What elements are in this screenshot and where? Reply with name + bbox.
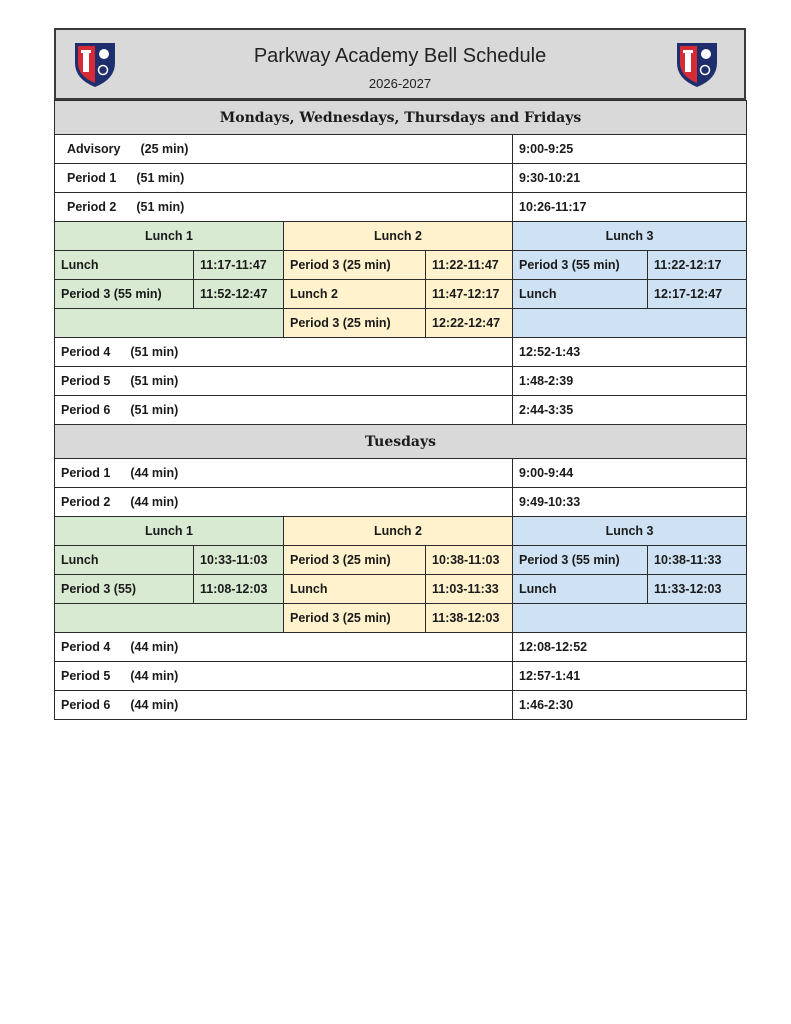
period-duration: (51 min) <box>136 200 185 214</box>
bell-schedule-sheet <box>54 28 746 720</box>
period-name: Period 5 <box>61 374 111 388</box>
period-time: 9:00-9:44 <box>513 459 747 488</box>
schedule-row <box>55 662 747 691</box>
period-name: Period 2 <box>61 495 111 509</box>
period-time: 12:57-1:41 <box>513 662 747 691</box>
period-time: 9:30-10:21 <box>513 164 747 193</box>
period-name: Period 1 <box>61 466 111 480</box>
lunch-time: 10:38-11:03 <box>426 546 513 575</box>
period-duration: (51 min) <box>130 403 179 417</box>
lunch-2-header: Lunch 2 <box>284 222 513 251</box>
lunch-row <box>55 546 747 575</box>
period-name: Period 4 <box>61 345 111 359</box>
period-name: Period 5 <box>61 669 111 683</box>
schedule-row <box>55 193 747 222</box>
lunch-cell: Lunch <box>513 575 648 604</box>
period-name: Period 1 <box>67 171 117 185</box>
lunch-time: 11:08-12:03 <box>194 575 284 604</box>
period-time: 10:26-11:17 <box>513 193 747 222</box>
lunch-empty-cell <box>513 309 747 338</box>
schedule-row <box>55 396 747 425</box>
period-name: Period 4 <box>61 640 111 654</box>
lunch-cell: Period 3 (25 min) <box>284 546 426 575</box>
lunch-cell: Period 3 (55) <box>55 575 194 604</box>
lunch-header-row <box>55 517 747 546</box>
period-duration: (44 min) <box>130 495 179 509</box>
schedule-row <box>55 488 747 517</box>
lunch-time: 10:38-11:33 <box>648 546 747 575</box>
lunch-cell: Lunch <box>55 546 194 575</box>
lunch-cell: Period 3 (25 min) <box>284 309 426 338</box>
section-heading-mwthf: Mondays, Wednesdays, Thursdays and Fridays <box>55 101 747 135</box>
lunch-row <box>55 251 747 280</box>
schedule-row <box>55 135 747 164</box>
period-duration: (51 min) <box>130 345 179 359</box>
period-time: 2:44-3:35 <box>513 396 747 425</box>
lunch-1-header: Lunch 1 <box>55 222 284 251</box>
lunch-row <box>55 604 747 633</box>
schedule-row <box>55 459 747 488</box>
lunch-time: 11:52-12:47 <box>194 280 284 309</box>
lunch-3-header: Lunch 3 <box>513 517 747 546</box>
period-name: Period 6 <box>61 698 111 712</box>
lunch-empty-cell <box>55 309 284 338</box>
lunch-row <box>55 575 747 604</box>
section-heading-row <box>55 425 747 459</box>
lunch-time: 11:22-11:47 <box>426 251 513 280</box>
lunch-cell: Lunch 2 <box>284 280 426 309</box>
period-time: 12:52-1:43 <box>513 338 747 367</box>
school-year: 2026-2027 <box>368 76 432 91</box>
lunch-time: 10:33-11:03 <box>194 546 284 575</box>
lunch-empty-cell <box>513 604 747 633</box>
lunch-cell: Lunch <box>513 280 648 309</box>
schedule-header <box>54 28 746 100</box>
period-time: 9:49-10:33 <box>513 488 747 517</box>
lunch-3-header: Lunch 3 <box>513 222 747 251</box>
period-duration: (44 min) <box>130 466 179 480</box>
lunch-cell: Period 3 (55 min) <box>55 280 194 309</box>
lunch-time: 11:38-12:03 <box>426 604 513 633</box>
period-duration: (51 min) <box>130 374 179 388</box>
period-duration: (25 min) <box>140 142 189 156</box>
lunch-time: 12:17-12:47 <box>648 280 747 309</box>
lunch-time: 11:03-11:33 <box>426 575 513 604</box>
period-time: 12:08-12:52 <box>513 633 747 662</box>
page-title: Parkway Academy Bell Schedule <box>253 45 547 67</box>
lunch-cell: Lunch <box>55 251 194 280</box>
schedule-row <box>55 367 747 396</box>
period-name: Period 6 <box>61 403 111 417</box>
lunch-1-header: Lunch 1 <box>55 517 284 546</box>
schedule-row <box>55 633 747 662</box>
period-time: 9:00-9:25 <box>513 135 747 164</box>
lunch-time: 11:17-11:47 <box>194 251 284 280</box>
period-time: 1:48-2:39 <box>513 367 747 396</box>
lunch-header-row <box>55 222 747 251</box>
lunch-row <box>55 309 747 338</box>
school-crest-icon <box>674 39 720 89</box>
lunch-cell: Period 3 (25 min) <box>284 251 426 280</box>
lunch-2-header: Lunch 2 <box>284 517 513 546</box>
lunch-cell: Period 3 (55 min) <box>513 546 648 575</box>
period-duration: (44 min) <box>130 698 179 712</box>
section-heading-row <box>55 101 747 135</box>
schedule-table <box>54 100 747 720</box>
period-duration: (44 min) <box>130 640 179 654</box>
lunch-time: 12:22-12:47 <box>426 309 513 338</box>
schedule-row <box>55 164 747 193</box>
period-duration: (51 min) <box>136 171 185 185</box>
lunch-row <box>55 280 747 309</box>
period-duration: (44 min) <box>130 669 179 683</box>
lunch-cell: Period 3 (55 min) <box>513 251 648 280</box>
lunch-empty-cell <box>55 604 284 633</box>
schedule-row <box>55 691 747 720</box>
period-time: 1:46-2:30 <box>513 691 747 720</box>
period-name: Advisory <box>67 142 121 156</box>
lunch-cell: Period 3 (25 min) <box>284 604 426 633</box>
schedule-row <box>55 338 747 367</box>
lunch-time: 11:22-12:17 <box>648 251 747 280</box>
lunch-time: 11:33-12:03 <box>648 575 747 604</box>
section-heading-tuesdays: Tuesdays <box>55 425 747 459</box>
lunch-cell: Lunch <box>284 575 426 604</box>
lunch-time: 11:47-12:17 <box>426 280 513 309</box>
period-name: Period 2 <box>67 200 117 214</box>
